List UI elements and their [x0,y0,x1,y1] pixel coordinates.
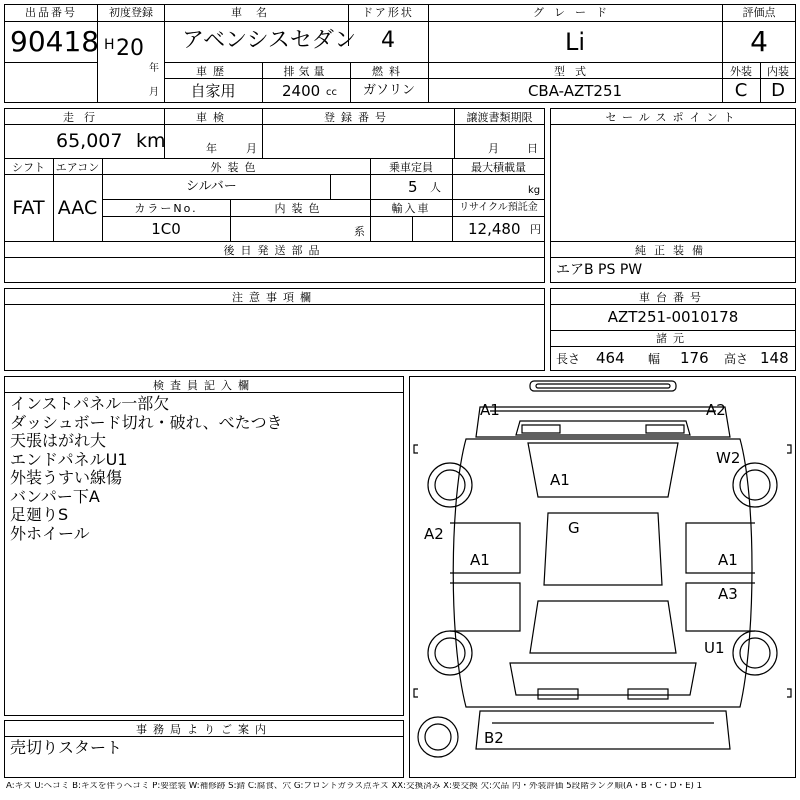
damage-mark-roof: G [568,519,580,537]
transfer-deadline-label: 譲渡書類期限 [466,111,533,124]
width: 176 [680,349,709,367]
inspector-note: 外ホイール [10,523,90,543]
score: 4 [750,25,768,58]
exterior-score-label: 外装 [730,65,752,78]
person-unit: 人 [430,181,441,194]
lot-number: 90418 [10,25,100,58]
recycle-deposit: 12,480 [468,220,521,238]
score-label: 評価点 [742,6,776,19]
grade-label: グレード [533,6,617,19]
era: H [104,37,115,53]
inspection-year-unit: 年 [206,142,217,155]
damage-mark-left-fender: A2 [424,525,444,543]
displacement: 2400 [282,82,321,100]
mileage: 65,007 [56,130,123,152]
notes-label: 注意事項欄 [232,291,317,304]
door-count: 4 [381,28,395,53]
inspection-month-unit: 月 [246,142,257,155]
office-message-label: 事務局よりご案内 [136,723,272,736]
car-name-label: 車名 [231,6,281,19]
damage-mark-front-right: A2 [706,401,726,419]
kg-unit: kg [528,185,541,196]
inspector-notes-label: 検査員記入欄 [153,379,255,392]
interior-color-label: 内装色 [274,202,326,215]
fuel: ガソリン [362,83,415,98]
equipment-label: 純正装備 [635,244,711,257]
length-label: 長さ [556,352,581,366]
inspector-note: エンドパネルU1 [10,449,128,469]
damage-mark-right-rear-door: A3 [718,585,738,603]
height-label: 高さ [724,352,749,366]
color-number: 1C0 [151,220,181,238]
sales-points-label: セールスポイント [605,111,741,124]
inspector-note: バンパー下A [10,486,100,506]
first-registration-label: 初度登録 [109,6,153,19]
year-unit: 年 [149,63,159,74]
damage-mark-right-front-door: A1 [718,551,738,569]
inspector-note: ダッシュボード切れ・破れ、べたつき [10,412,283,432]
model-label: 型式 [554,65,596,78]
damage-mark-right-quarter: U1 [704,639,725,657]
car-name: アベンシスセダン [182,28,357,53]
inspector-note: 外装うすい線傷 [10,468,123,487]
sales-points-box [550,108,796,242]
damage-mark-front-left: A1 [480,401,500,419]
spec-block [4,108,545,242]
registration-year: 20 [116,36,144,61]
grade: Li [564,28,586,56]
later-parts-label: 後日発送部品 [223,244,326,257]
dimensions-label: 諸元 [656,332,690,345]
aircon: AAC [57,197,98,219]
damage-legend: A:キズ U:ヘコミ B:キズを伴うヘコミ P:要塗装 W:補修跡 S:錆 C:腐食、穴 G:フロントガラス点キズ XX:交換済み X:要交換 欠:欠品 内・外装評価 5段階ランク順(A・B・C・D・E) 1 [6,782,703,791]
exterior-color-label: 外装色 [210,161,262,174]
mileage-label: 走行 [63,111,105,124]
recycle-deposit-label: リサイクル預託金 [459,202,538,213]
car-outline [410,377,795,777]
exterior-score: C [734,80,748,101]
transfer-day-unit: 日 [527,142,538,155]
lot-number-label: 出品番号 [25,6,77,19]
shift-label: シフト [12,161,45,174]
transfer-month-unit: 月 [488,142,499,155]
exterior-color: シルバー [186,179,237,194]
equipment: エアB PS PW [556,262,643,278]
inspector-note: 足廻りS [10,505,69,524]
displacement-label: 排気量 [283,65,329,78]
chassis-number-label: 車台番号 [639,291,707,304]
height: 148 [760,349,789,367]
damage-mark-right-front-wheel: W2 [716,449,741,467]
history-label: 車歴 [196,65,230,78]
chassis-number: AZT251-0010178 [607,308,739,326]
import-label: 輸入車 [391,202,431,215]
damage-mark-left-door: A1 [470,551,490,569]
damage-mark-rear-bumper: B2 [484,729,504,747]
yen-unit: 円 [530,223,541,236]
fuel-label: 燃料 [372,65,406,78]
month-unit: 月 [149,87,159,98]
model-code: CBA-AZT251 [527,82,623,100]
interior-score-label: 内装 [767,65,789,78]
door-type-label: ドア形状 [362,6,414,19]
cc-unit: cc [326,87,337,98]
interior-score: D [771,80,785,101]
inspector-note: インストパネル一部欠 [10,394,170,413]
length: 464 [596,349,625,367]
history: 自家用 [190,82,236,100]
width-label: 幅 [648,352,661,366]
inspection-label: 車検 [196,111,230,124]
shift: FAT [12,197,45,219]
capacity: 5 [408,178,418,196]
registration-number-label: 登録番号 [324,111,392,124]
color-number-label: カラーNo. [134,202,198,215]
office-message: 売切りスタート [10,738,123,757]
inspector-notes-list [10,395,283,543]
kei-unit: 系 [354,225,365,238]
km-unit: km [136,130,166,152]
inspector-note: 天張はがれ大 [10,431,107,450]
aircon-label: エアコン [55,161,100,174]
damage-mark-hood: A1 [550,471,570,489]
max-load-label: 最大積載量 [471,161,526,174]
damage-diagram [409,376,796,778]
capacity-label: 乗車定員 [389,161,433,174]
